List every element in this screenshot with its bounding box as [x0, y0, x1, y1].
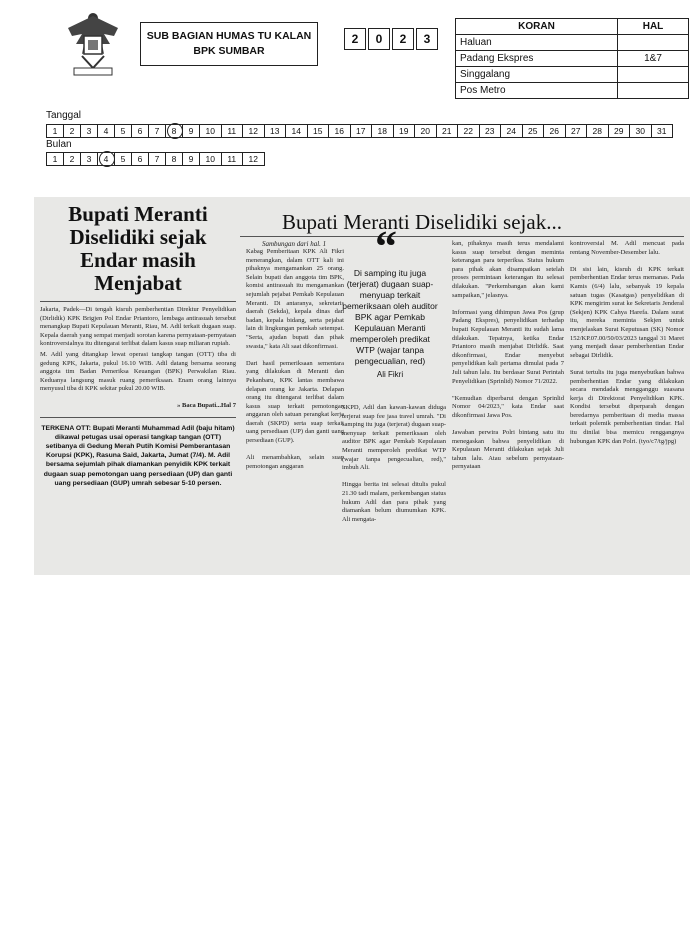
calendar-cell: 29 [609, 125, 631, 137]
calendar-cell: 6 [132, 125, 149, 137]
calendar-cell: 27 [566, 125, 588, 137]
office-line-2: BPK SUMBAR [193, 45, 265, 57]
newspaper-name: Padang Ekspres [456, 51, 618, 67]
calendar-cell: 1 [47, 153, 64, 165]
quote-mark-icon: “ [375, 222, 397, 271]
calendar-cell: 4 [98, 153, 115, 165]
calendar-cell: 7 [149, 125, 166, 137]
koran-header: KORAN [456, 19, 618, 35]
calendar-cell: 11 [222, 125, 244, 137]
left-para-1: Jakarta, Padek—Di tengah kisruh pemberhentian Direktur Penyelidikan (Dirlidik) KPK Brigjen Pol Endar Priantoro, lembaga antirasuah tersebut menangkap Bupati Kepulauan Meranti, Riau, M. Adil terkait dugaan suap. Kepala daerah yang sempat menjadi sorotan karena pernyataan-pernyataan kontroversialnya itu ditengarai terlibat dalam kasus suap miliaran rupiah. [40, 306, 236, 348]
year-boxes [344, 28, 440, 50]
year-digit: 0 [368, 28, 390, 50]
main-col-3: kan, pihaknya masih terus mendalami kasus suap tersebut dengan meminta keterangan para terperiksa. Status hukum para pihak akan disampaikan setelah proses permintaan keterangan itu selesai dilakukan. "Perkembangan akan kami sampaikan," jelasnya. Informasi yang dihimpun Jawa Pos (grup Padang Ekspres), penyelidikan terhadap bupati Kepulauan Meranti itu sudah lama dilakukan. Tepatnya, ketika Endar Priantoro masih menjabat Dirlidik. Saat dikonfirmasi, Endar menyebut penyelidikan kali pertama dimulai pada 7 Juli tahun lalu. Itu berdasar Surat Perintah Penyelidikan (Sprinlid) Nomor 71/2022. "Kemudian diperbarui dengan Sprinlid Nomor 04/2023," kata Endar saat dikonfirmasi Jawa Pos. Jawaban perwira Polri bintang satu itu menegaskan bahwa penyelidikan di Kepulauan Meranti dilakukan sejak Juli tahun lalu. Atau sebelum pernyataan-pernyataan [452, 240, 564, 471]
calendar-cell: 1 [47, 125, 64, 137]
page-number [618, 83, 689, 99]
calendar-cell: 12 [243, 125, 265, 137]
calendar-cell: 26 [544, 125, 566, 137]
calendar-cell: 23 [480, 125, 502, 137]
pull-quote [340, 268, 440, 380]
calendar-cell: 2 [64, 125, 81, 137]
calendar-cell: 7 [149, 153, 166, 165]
calendar-cell: 5 [115, 153, 132, 165]
year-digit: 3 [416, 28, 438, 50]
pull-quote-text: Di samping itu juga (terjerat) dugaan suap-menyuap terkait pemeriksaan oleh auditor BPK agar Pemkab Kepulauan Meranti memperoleh predikat WTP (wajar tanpa pengecualian, red) [342, 268, 438, 366]
calendar-cell: 30 [630, 125, 652, 137]
main-col-1: Kabag Pemberitaan KPK Ali Fikri menerangkan, dalam OTT kali ini pihaknya mengamankan 25 orang. Selain bupati dan anggota tim BPK, komisi antirasuah itu mengamankan sejumlah pejabat Pemkab Kepulauan Meranti. Di antaranya, sekretaris daerah (Sekda), kepala dinas dan badan, kepala bidang, serta pejabat lain di lingkungan pemkab setempat. "Serta, ajudan bupati dan pihak swasta," kata Ali saat dikonfirmasi. Dari hasil pemeriksaan sementara yang dilakukan di Meranti dan Pekanbaru, KPK lantas membawa delapan orang ke Jakarta. Delapan orang itu ditengarai terlibat dalam kasus suap terkait pemotongan anggaran oleh satuan perangkat kerja daerah (SKPD) serta suap terkait uang persediaan (UP) dan ganti uang persediaan (GUP). Ali menambahkan, selain suap pemotongan anggaran [246, 248, 344, 470]
calendar-cell: 10 [200, 125, 222, 137]
page-number [618, 67, 689, 83]
calendar-cell: 16 [329, 125, 351, 137]
page-number: 1&7 [618, 51, 689, 67]
continued-from: Sambungan dari hal. 1 [262, 240, 327, 248]
main-headline: Bupati Meranti Diselidiki sejak... [282, 210, 562, 234]
hal-header: HAL [618, 19, 689, 35]
divider [240, 236, 684, 237]
tanggal-label: Tanggal [46, 110, 82, 121]
calendar-cell: 24 [501, 125, 523, 137]
calendar-cell: 5 [115, 125, 132, 137]
calendar-cell: 10 [200, 153, 222, 165]
newspaper-name: Singgalang [456, 67, 618, 83]
calendar-cell: 18 [372, 125, 394, 137]
year-digit: 2 [344, 28, 366, 50]
calendar-cell: 19 [394, 125, 416, 137]
calendar-cell: 31 [657, 126, 667, 136]
calendar-cell: 13 [265, 125, 287, 137]
calendar-cell: 25 [523, 125, 545, 137]
main-col-2: SKPD, Adil dan kawan-kawan diduga terjerat suap fee jasa travel umrah. "Di samping itu juga (terjerat) dugaan suap-menyuap terkait pemeriksaan oleh auditor BPK agar Pemkab Kepulauan Meranti memperoleh predikat WTP (wajar tanpa pengecualian, red)," imbuh Ali. Hingga berita ini selesai ditulis pukul 21.30 tadi malam, perkembangan status hukum Adil dan para pihak yang diamankan belum diumumkan KPK. Ali mengata- [342, 404, 446, 523]
newspaper-name: Pos Metro [456, 83, 618, 99]
office-label-box [140, 22, 318, 66]
quote-author: Ali Fikri [376, 370, 404, 379]
calendar-cell: 4 [98, 125, 115, 137]
calendar-cell: 6 [132, 153, 149, 165]
main-col-4: kontroversial M. Adil mencuat pada rentang November-Desember lalu. Di sisi lain, kisruh di KPK terkait pemberhentian Endar terus memanas. Pada Kamis (6/4) lalu, sebanyak 19 kepala satuan tugas (Kasatgas) penyelidikan di KPK mengirim surat ke Sekretaris Jenderal (Sekjen) KPK Cahya Harefa. Dalam surat itu, mereka meminta Sekjen untuk menjelaskan Surat Keputusan (SK) Nomor 152/KP.07.00/50/03/2023 tanggal 31 Maret yang menjadi dasar pemberhentian Endar sebagai Dirlidik. Surat tertulis itu juga menyebutkan bahwa pemberhentian Endar yang dilakukan secara mendadak mengganggu suasana kerja di Direktorat Penyelidikan KPK. Kondisi tersebut diperparah dengan beredarnya pemberitaan di media massa terkait polemik pemberhentian tindar. Hal itu dinilai bisa memicu renggangnya hubungan KPK dan Polri. (tyo/c7/tg/jpg) [570, 240, 684, 445]
month-strip [46, 152, 265, 166]
calendar-cell: 28 [587, 125, 609, 137]
calendar-cell: 22 [458, 125, 480, 137]
calendar-cell: 3 [81, 153, 98, 165]
newspaper-name: Haluan [456, 35, 618, 51]
newspaper-table [455, 18, 689, 99]
calendar-cell: 9 [183, 125, 200, 137]
divider [40, 301, 236, 302]
page-number [618, 35, 689, 51]
calendar-cell: 8 [166, 153, 183, 165]
calendar-cell: 17 [351, 125, 373, 137]
calendar-cell: 9 [183, 153, 200, 165]
office-line-1: SUB BAGIAN HUMAS TU KALAN [146, 30, 312, 42]
day-strip [46, 124, 673, 138]
calendar-cell: 14 [286, 125, 308, 137]
calendar-cell: 11 [222, 153, 244, 165]
calendar-cell: 20 [415, 125, 437, 137]
calendar-cell: 15 [308, 125, 330, 137]
year-digit: 2 [392, 28, 414, 50]
calendar-cell: 12 [248, 154, 258, 164]
calendar-cell: 21 [437, 125, 459, 137]
garuda-emblem-logo [62, 6, 124, 80]
calendar-cell: 8 [166, 125, 183, 137]
photo-caption: TERKENA OTT: Bupati Meranti Muhammad Adil (baju hitam) dikawal petugas usai operasi tangkap tangan (OTT) setibanya di Gedung Merah Putih Komisi Pemberantasan Korupsi (KPK), Rasuna Said, Jakarta, Jumat (7/4). M. Adil bersama sejumlah pihak diamankan penyidik KPK terkait dugaan suap pemotongan uang persediaan (UP) dan ganti uang persediaan (GUP) umrah sebesar 5-10 persen. [41, 424, 235, 487]
divider [40, 417, 236, 418]
left-para-2: M. Adil yang ditangkap lewat operasi tangkap tangan (OTT) tiba di gedung KPK, Jakarta, pukul 16.10 WIB. Adil datang bersama seorang anggota tim Badan Pemeriksa Keuangan (BPK) Perwakilan Riau. Keduanya langsung masuk ruang pemeriksaan. Enam orang lainnya menyusul tiba di KPK sekitar pukul 20.00 WIB. [40, 350, 236, 393]
continued-link: » Baca Bupati...Hal 7 [177, 401, 236, 409]
bulan-label: Bulan [46, 139, 72, 150]
calendar-cell: 3 [81, 125, 98, 137]
left-article [40, 203, 236, 488]
left-headline: Bupati Meranti Diselidiki sejak Endar masih Menjabat [68, 202, 208, 295]
calendar-cell: 2 [64, 153, 81, 165]
